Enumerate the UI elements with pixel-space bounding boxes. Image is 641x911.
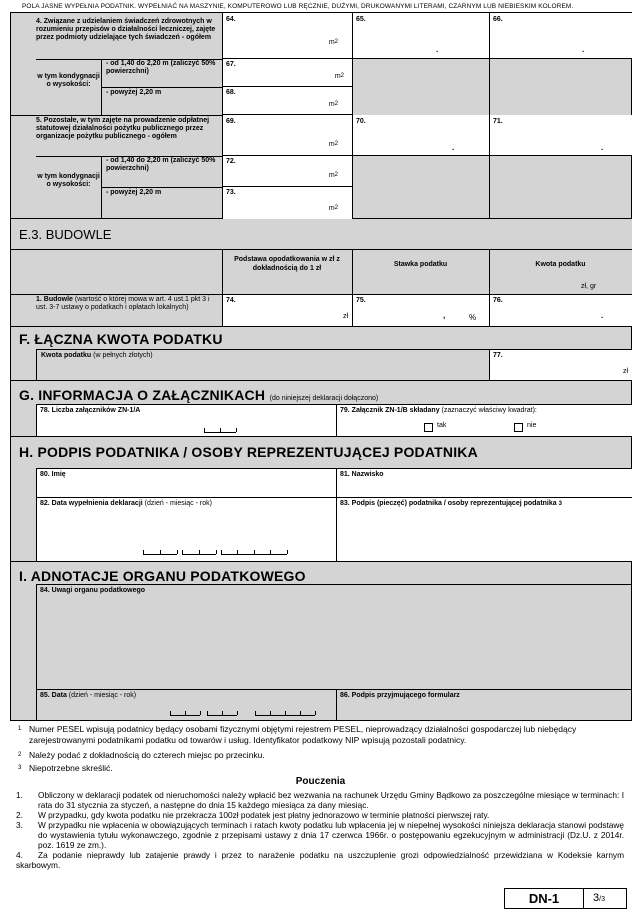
row5-label: 5. Pozostałe, w tym zajęte na prowadzenie odpłatnej statutowej działalności pożytku publicznego przez organizacje pożytku publicznego - ogółem: [36, 117, 210, 140]
row4-wtym: w tym kondygnacji o wysokości:: [37, 73, 100, 88]
field-84[interactable]: 84. Uwagi organu podatkowego: [36, 584, 632, 689]
field-80[interactable]: 80. Imię: [36, 468, 336, 497]
row5-sub1-label: - od 1,40 do 2,20 m (zaliczyć 50% powierzchni): [106, 157, 216, 172]
row4-label: 4. Związane z udzielaniem świadczeń zdrowotnych w rozumieniu przepisów o działalności leczniczej, zajęte przez podmioty udzielające tych świadczeń - ogółem: [36, 18, 216, 41]
f-section: [10, 327, 632, 381]
form-id: DN-1: [528, 891, 560, 906]
checkbox-nie[interactable]: [514, 419, 523, 437]
checkbox-tak[interactable]: [424, 419, 433, 437]
pouczenie-item: 3. W przypadku nie wpłacenia w obowiązujących terminach i ratach kwoty podatku lub wpłacenia jej w niepełnej wysokości niniejsza deklaracja stanowi podstawę do wystawienia tytułu wykonawczego, zgodnie z przepisami ustawy z dnia 17 czerwca 1966r. o postępowaniu egzekucyjnym w administracji (Dz.U. z 2014r. poz. 1619 ze zm.).: [16, 820, 624, 850]
field-81[interactable]: 81. Nazwisko: [336, 468, 632, 497]
e3-row-label: 1. Budowle (wartość o której mowa w art. 4 ust.1 pkt 3 i ust. 3-7 ustawy o podatkach i opłatach lokalnych): [36, 296, 210, 311]
field-83[interactable]: 83. Podpis (pieczęć) podatnika / osoby reprezentującej podatnika 3: [336, 497, 632, 561]
pouczenie-item: 2. W przypadku, gdy kwota podatku nie przekracza 100zł podatek jest płatny jednorazowo w terminie płatności pierwszej raty.: [16, 810, 490, 820]
field-65[interactable]: 65. .: [352, 13, 489, 59]
f-title: F. ŁĄCZNA KWOTA PODATKU: [19, 331, 223, 347]
field-75[interactable]: 75. , %: [353, 295, 489, 326]
pouczenia-title: Pouczenia: [295, 776, 346, 787]
field-73[interactable]: 73. m2: [222, 187, 352, 219]
field-72[interactable]: 72. m2: [222, 156, 352, 187]
row4-sub1-label: - od 1,40 do 2,20 m (zaliczyć 50% powierzchni): [106, 60, 216, 75]
field-82[interactable]: 82. Data wypełnienia deklaracji (dzień - miesiąc - rok): [36, 497, 336, 561]
footnote-1: 1 Numer PESEL wpisują podatnicy będący osobami fizycznymi objętymi rejestrem PESEL, nieprowadzący działalności gospodarczej lub niebędący zarejestrowanymi podatnikami podatku od towarów i usług. Identyfikator podatkowy NIP wpisują pozostali podatnicy.: [18, 724, 577, 745]
e3-col-rate: Stawka podatku: [393, 261, 448, 268]
field-71[interactable]: 71. .: [489, 115, 632, 156]
field-70[interactable]: 70. .: [352, 115, 489, 156]
row5-sub2-label: - powyżej 2,20 m: [106, 189, 162, 196]
g-section: [10, 381, 632, 437]
field-68[interactable]: 68. m2: [222, 87, 352, 115]
pouczenie-item: 1. Obliczony w deklaracji podatek od nieruchomości należy wpłacić bez wezwania na rachunek Urzędu Gminy Bądkowo za poszczególne miesiące w terminach: I rata do 31 stycznia za styczeń, a następne do dnia 15 każdego miesiąca za dany miesiąc.: [16, 790, 624, 810]
g-title: G. INFORMACJA O ZAŁĄCZNIKACH (do niniejszej deklaracji dołączono): [19, 387, 379, 403]
decimal-dot: .: [436, 45, 439, 54]
field-86[interactable]: 86. Podpis przyjmującego formularz: [336, 689, 632, 720]
e3-title: E.3. BUDOWLE: [19, 227, 112, 242]
footnote-2: 2 Należy podać z dokładnością do czterech miejsc po przecinku.: [18, 750, 265, 760]
field-77[interactable]: 77. zł: [489, 350, 632, 380]
field-79: 79. Załącznik ZN-1/B składany (zaznaczyć właściwy kwadrat): tak nie: [336, 404, 632, 436]
row4-sub2-label: - powyżej 2,20 m: [106, 89, 162, 96]
page-number: 3/3: [593, 892, 605, 904]
e3-col-amount-unit: zł, gr: [581, 283, 597, 290]
e3-col-amount: Kwota podatku: [535, 261, 586, 268]
e2-table: [10, 12, 632, 219]
field-64[interactable]: 64. m2: [222, 13, 352, 59]
i-title: I. ADNOTACJE ORGANU PODATKOWEGO: [19, 568, 306, 584]
field-74[interactable]: 74. zł: [223, 295, 352, 326]
pouczenie-item: 4. Za podanie nieprawdy lub zatajenie prawdy i przez to narażenie podatku na uszczuplenie grozi odpowiedzialność przewidziana w Kodeksie karnym skarbowym.: [16, 850, 624, 870]
e3-section: [10, 219, 632, 327]
field-76[interactable]: 76. .: [490, 295, 632, 326]
h-section: [10, 437, 632, 562]
pouczenia-list: [16, 790, 624, 870]
field-78[interactable]: 78. Liczba załączników ZN-1/A: [36, 404, 336, 436]
form-id-box: [504, 888, 627, 909]
f-label: Kwota podatku (w pełnych złotych): [41, 352, 153, 359]
h-title: H. PODPIS PODATNIKA / OSOBY REPREZENTUJĄCEJ PODATNIKA: [19, 444, 478, 460]
field-66[interactable]: 66. .: [489, 13, 632, 59]
footnote-3: 3 Niepotrzebne skreślić.: [18, 763, 113, 773]
field-67[interactable]: 67. m2: [222, 59, 352, 87]
decimal-dot: .: [582, 45, 585, 54]
header-note: POLA JASNE WYPEŁNIA PODATNIK. WYPEŁNIAĆ NA MASZYNIE, KOMPUTEROWO LUB RĘCZNIE, DUŻYMI, DRUKOWANYMI LITERAMI, CZARNYM LUB NIEBIESKIM KOLOREM.: [22, 3, 574, 10]
field-69[interactable]: 69. m2: [222, 115, 352, 156]
e3-col-base: Podstawa opodatkowania w zł z dokładnością do 1 zł: [234, 256, 340, 272]
unit-m2: m2: [328, 39, 338, 46]
row5-wtym: w tym kondygnacji o wysokości:: [37, 173, 100, 188]
field-85[interactable]: 85. Data (dzień - miesiąc - rok): [36, 689, 336, 720]
i-section: [10, 562, 632, 721]
